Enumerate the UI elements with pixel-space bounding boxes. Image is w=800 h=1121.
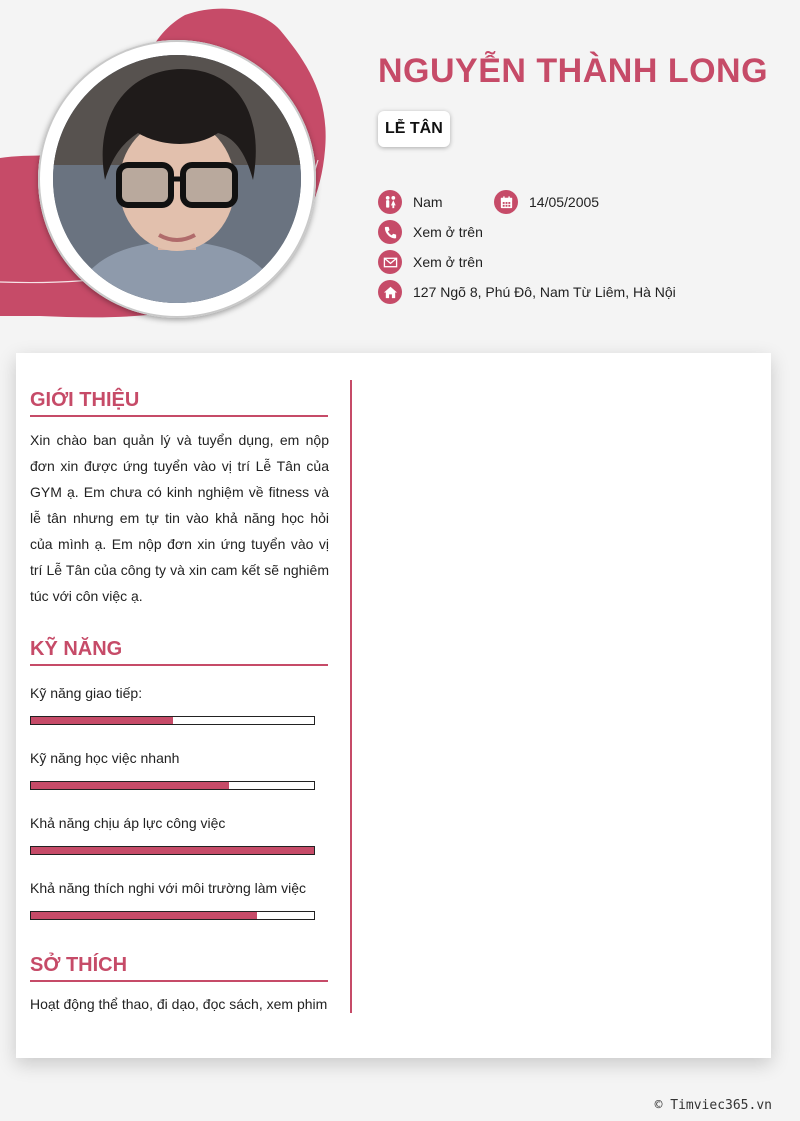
position-badge: LỄ TÂN	[378, 111, 450, 147]
skill-bar-fill	[31, 847, 314, 854]
calendar-icon	[494, 190, 518, 214]
email-value: Xem ở trên	[413, 254, 483, 270]
candidate-name: NGUYỄN THÀNH LONG	[378, 52, 769, 90]
skill-bar-fill	[31, 782, 229, 789]
phone-value: Xem ở trên	[413, 224, 483, 240]
hobbies-text: Hoạt động thể thao, đi dạo, đọc sách, xem phim	[30, 996, 328, 1012]
column-divider	[350, 380, 352, 1013]
info-address	[378, 280, 676, 304]
gender-icon	[378, 190, 402, 214]
address-value: 127 Ngõ 8, Phú Đô, Nam Từ Liêm, Hà Nội	[413, 284, 676, 300]
skill-bar-fill	[31, 912, 257, 919]
info-birthday	[494, 190, 599, 214]
skill-label: Khả năng chịu áp lực công việc	[30, 815, 226, 831]
birthday-value: 14/05/2005	[529, 194, 600, 210]
skill-bar	[30, 911, 315, 920]
info-gender	[378, 190, 443, 214]
home-icon	[378, 280, 402, 304]
avatar	[53, 55, 301, 303]
skill-bar	[30, 846, 315, 855]
section-title-hobbies: SỞ THÍCH	[30, 953, 328, 982]
skill-label: Kỹ năng học việc nhanh	[30, 750, 180, 766]
intro-text: Xin chào ban quản lý và tuyển dụng, em nộp đơn xin được ứng tuyển vào vị trí Lễ Tân của GYM ạ. Em chưa có kinh nghiệm về fitness và lễ tân nhưng em tự tin vào khả năng học hỏi của mình ạ. Em nộp đơn xin ứng tuyển vào vị trí Lễ Tân của công ty và xin cam kết sẽ nghiêm túc với côn việc ạ.	[30, 432, 329, 604]
gender-value: Nam	[413, 194, 443, 210]
skill-bar	[30, 781, 315, 790]
skill-bar-fill	[31, 717, 173, 724]
copyright[interactable]: © Timviec365.vn	[654, 1098, 772, 1113]
section-title-skills: KỸ NĂNG	[30, 637, 328, 666]
mail-icon	[378, 250, 402, 274]
skill-label: Khả năng thích nghi với môi trường làm việc	[30, 880, 306, 896]
skill-bar	[30, 716, 315, 725]
avatar-photo	[53, 55, 301, 303]
info-phone	[378, 220, 483, 244]
phone-icon	[378, 220, 402, 244]
section-title-intro: GIỚI THIỆU	[30, 388, 328, 417]
info-email	[378, 250, 483, 274]
skill-label: Kỹ năng giao tiếp:	[30, 685, 143, 701]
